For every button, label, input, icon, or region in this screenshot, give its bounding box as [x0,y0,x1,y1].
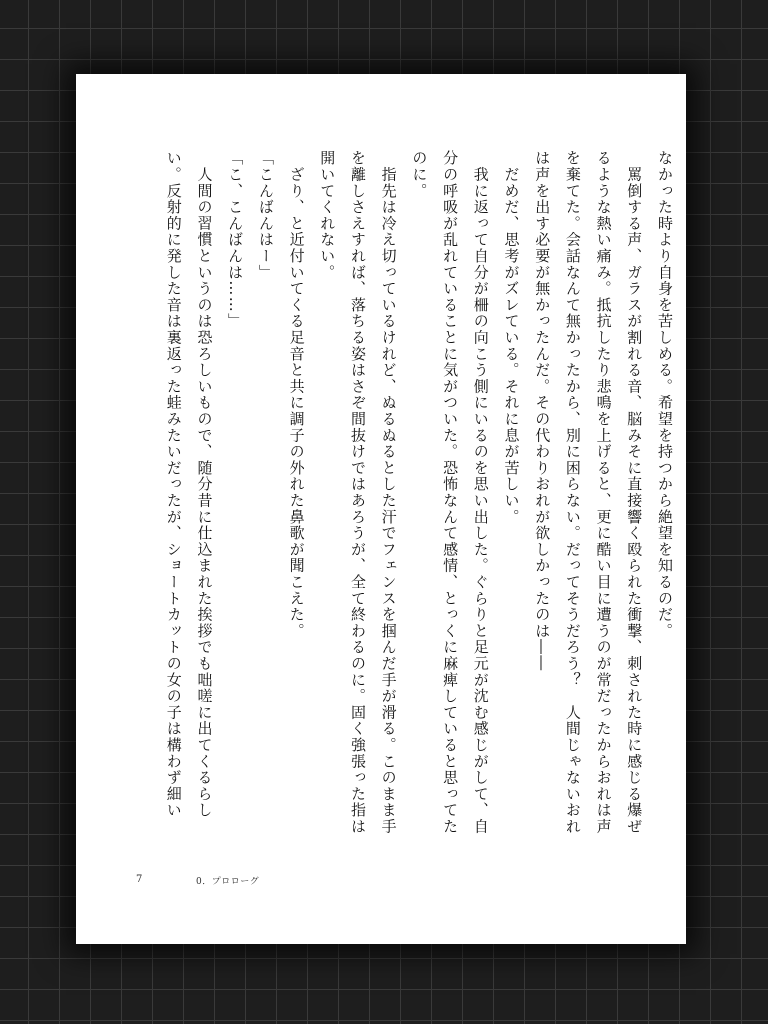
chapter-title: 0．プロローグ [196,877,260,887]
paragraph: 指先は冷え切っているけれど、ぬるぬるとした汗でフェンスを掴んだ手が滑る。このまま手を離しさえすれば、落ちる姿はさぞ間抜けではあろうが、全て終わるのに。固く強張った指は開いてくれない。 [318,150,398,835]
paragraph: ざり、と近付いてくる足音と共に調子の外れた鼻歌が聞こえた。 [287,150,306,639]
book-page [76,74,686,944]
paragraph: 罵倒する声、ガラスが割れる音、脳みそに直接響く殴られた衝撃、刺された時に感じる爆ぜるような熱い痛み。抵抗したり悲鳴を上げると、更に酷い目に遭うのが常だったからおれは声を棄てた。会話なんて無かったから、別に困らない。だってそうだろう？ 人間じゃないおれは声を出す必要が無かったんだ。その代わりおれが欲しかったのは―― [533,150,644,835]
dialogue-line: 「こんばんはー」 [256,150,275,281]
paragraph: 人間の習慣というのは恐ろしいもので、随分昔に仕込まれた挨拶でも咄嗟に出てくるらしい。反射的に発した音は裏返った蛙みたいだったが、ショートカットの女の子は構わず細い [164,150,214,819]
page-number: 7 [136,874,143,885]
paragraph: 我に返って自分が柵の向こう側にいるのを思い出した。ぐらりと足元が沈む感じがして、自分の呼吸が乱れていることに気がついた。恐怖なんて感情、とっくに麻痺していると思ってたのに。 [410,150,490,835]
paragraph: だめだ、思考がズレている。それに息が苦しい。 [502,150,521,525]
dialogue-line: 「こ、こんばんは……」 [226,150,245,330]
paragraph: なかった時より自身を苦しめる。希望を持つから絶望を知るのだ。 [656,150,674,639]
page-body-text [80,150,680,850]
